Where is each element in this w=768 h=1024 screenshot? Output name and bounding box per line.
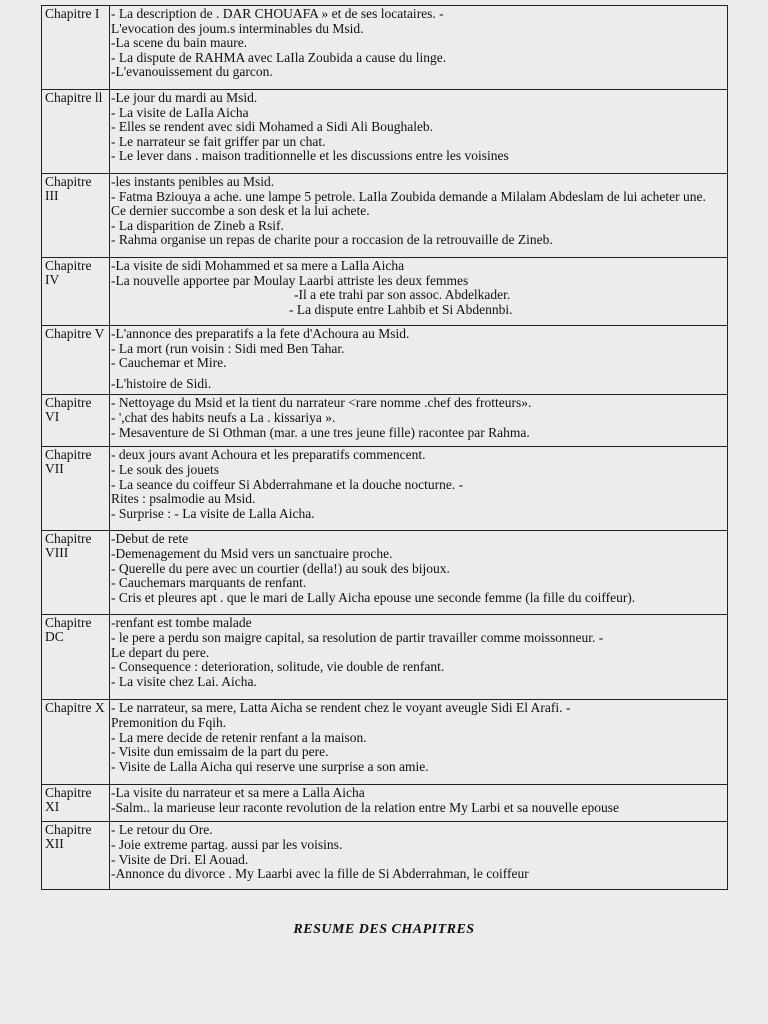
chapter-summary-table [41, 5, 728, 890]
chapter-label: Chapitre IV [45, 258, 92, 287]
summary-line: -La scene du bain maure. [111, 35, 248, 51]
chapter-cell [42, 447, 110, 531]
chapter-label: Chapitre VIII [45, 531, 92, 561]
chapter-cell [42, 531, 110, 615]
chapter-cell [42, 6, 110, 90]
table-row [42, 822, 728, 890]
summary-line: - Visite dun emissaim de la part du pere. [111, 744, 329, 760]
summary-line: -les instants penibles au Msid. [111, 174, 275, 189]
summary-line: - La seance du coiffeur Si Abderrahmane et la douche nocturne. - [111, 476, 464, 492]
summary-line: - Elles se rendent avec sidi Mohamed a Sidi Ali Boughaleb. [111, 119, 434, 135]
chapter-summary-cell [110, 615, 728, 700]
chapter-summary-cell [110, 326, 728, 395]
chapter-cell [42, 395, 110, 447]
chapter-summary-cell [110, 258, 728, 326]
chapter-summary-cell [110, 174, 728, 258]
summary-line: - Le lever dans . maison traditionnelle et les discussions entre les voisines [111, 148, 509, 164]
chapter-label: Chapitre DC [45, 615, 92, 645]
page-footer-title: RESUME DES CHAPITRES [293, 922, 475, 937]
chapter-summary-cell [110, 6, 728, 90]
summary-line: L'evocation des joum.s interminables du Msid. [111, 20, 364, 36]
chapter-label: Chapitre VII [45, 447, 92, 477]
chapter-cell [42, 615, 110, 700]
summary-line: - Nettoyage du Msid et la tient du narrateur <rare nomme .chef des frotteurs». [111, 395, 532, 411]
summary-line: - Le souk des jouets [111, 461, 219, 477]
summary-line: -Il a ete trahi par son assoc. Abdelkader. [294, 287, 511, 303]
chapter-summary-cell [110, 822, 728, 890]
chapter-label: Chapitre VI [45, 395, 92, 425]
summary-line: - La mere decide de retenir renfant a la maison. [111, 729, 367, 745]
chapter-cell [42, 822, 110, 890]
summary-line: -Debut de rete [111, 531, 189, 547]
table-row [42, 395, 728, 447]
summary-line: - La dispute entre Lahbib et Si Abdennbi. [289, 301, 513, 317]
chapter-summary-cell [110, 447, 728, 531]
summary-line: -La visite du narrateur et sa mere a Lalla Aicha [111, 785, 365, 801]
summary-line: - Le narrateur, sa mere, Latta Aicha se rendent chez le voyant aveugle Sidi El Arafi. - [111, 700, 571, 716]
chapter-summary-cell [110, 531, 728, 615]
summary-line: - ',chat des habits neufs a La . kissariya ». [111, 409, 336, 425]
summary-line: - deux jours avant Achoura et les preparatifs commencent. [111, 447, 426, 463]
chapter-cell [42, 174, 110, 258]
chapter-cell [42, 258, 110, 326]
summary-line: -Demenagement du Msid vers un sanctuaire proche. [111, 545, 393, 561]
summary-line: - La dispute de RAHMA avec LaIla Zoubida a cause du linge. [111, 49, 447, 65]
summary-line: -L'histoire de Sidi. [111, 375, 212, 391]
summary-line: - La visite de LaIla Aicha [111, 104, 249, 120]
summary-line: - Surprise : - La visite de Lalla Aicha. [111, 505, 315, 521]
table-row [42, 785, 728, 822]
chapter-summary-cell [110, 90, 728, 174]
table-row [42, 447, 728, 531]
table-row [42, 700, 728, 785]
table-row [42, 90, 728, 174]
table-row [42, 615, 728, 700]
summary-line: - Consequence : deterioration, solitude, vie double de renfant. [111, 659, 445, 675]
summary-line: - Cris et pleures apt . que le mari de Lally Aicha epouse une seconde femme (la fille du coiffeur). [111, 589, 636, 605]
summary-line: -Annonce du divorce . My Laarbi avec la fille de Si Abderrahman, le coiffeur [111, 866, 529, 882]
chapter-summary-cell [110, 395, 728, 447]
summary-line: -renfant est tombe malade [111, 615, 252, 631]
table-body [42, 6, 728, 890]
summary-line: - Joie extreme partag. aussi par les voisins. [111, 836, 343, 852]
summary-line: - Querelle du pere avec un courtier (della!) au souk des bijoux. [111, 560, 450, 576]
chapter-cell [42, 785, 110, 822]
chapter-label: Chapitre I [45, 6, 100, 21]
summary-line: Rites : psalmodie au Msid. [111, 491, 256, 507]
summary-line: - Rahma organise un repas de charite pour a roccasion de la retrouvaille de Zineb. [111, 232, 553, 248]
chapter-cell [42, 326, 110, 395]
summary-line: - le pere a perdu son maigre capital, sa resolution de partir travailler comme moissonneur. - [111, 629, 604, 645]
chapter-label: Chapitre XII [45, 822, 92, 852]
summary-line: - Cauchemar et Mire. [111, 355, 227, 371]
summary-line: - La disparition de Zineb a Rsif. [111, 217, 284, 233]
summary-line: - Visite de Lalla Aicha qui reserve une surprise a son amie. [111, 758, 429, 774]
table-row [42, 6, 728, 90]
summary-line: - Mesaventure de Si Othman (mar. a une tres jeune fille) racontee par Rahma. [111, 424, 530, 440]
chapter-label: Chapitre X [45, 700, 105, 716]
summary-line: -L'evanouissement du garcon. [111, 64, 273, 80]
summary-line: -La nouvelle apportee par Moulay Laarbi attriste les deux femmes [111, 272, 469, 288]
summary-line: -La visite de sidi Mohammed et sa mere a LaIla Aicha [111, 258, 405, 273]
table-row [42, 258, 728, 326]
table-row [42, 531, 728, 615]
chapter-label: Chapitre III [45, 174, 92, 203]
chapter-label: Chapitre XI [45, 785, 92, 815]
summary-line: Le depart du pere. [111, 644, 210, 660]
summary-line: - Le narrateur se fait griffer par un chat. [111, 133, 326, 149]
summary-line: - Le retour du Ore. [111, 822, 213, 838]
summary-line: -Le jour du mardi au Msid. [111, 90, 258, 105]
summary-line: Premonition du Fqih. [111, 714, 227, 730]
summary-line: - La visite chez Lai. Aicha. [111, 673, 257, 689]
summary-line: - Visite de Dri. El Aouad. [111, 851, 249, 867]
summary-line: - Cauchemars marquants de renfant. [111, 575, 307, 591]
chapter-label: Chapitre V [45, 326, 105, 341]
summary-line: - La description de . DAR CHOUAFA » et de ses locataires. - [111, 6, 444, 21]
summary-line: -Salm.. la marieuse leur raconte revolution de la relation entre My Larbi et sa nouvelle epouse [111, 799, 619, 815]
table-row [42, 174, 728, 258]
table-row [42, 326, 728, 395]
chapter-cell [42, 90, 110, 174]
chapter-label: Chapitre ll [45, 90, 103, 105]
summary-line: -L'annonce des preparatifs a la fete d'Achoura au Msid. [111, 326, 410, 341]
summary-line: - La mort (run voisin : Sidi med Ben Tahar. [111, 340, 345, 356]
chapter-summary-cell [110, 785, 728, 822]
summary-line: - Fatma Bziouya a ache. une lampe 5 petrole. LaIla Zoubida demande a Milalam Abdeslam de lui acheter une. Ce dernier succombe a son desk et la lui achete. [111, 188, 706, 219]
chapter-cell [42, 700, 110, 785]
chapter-summary-cell [110, 700, 728, 785]
